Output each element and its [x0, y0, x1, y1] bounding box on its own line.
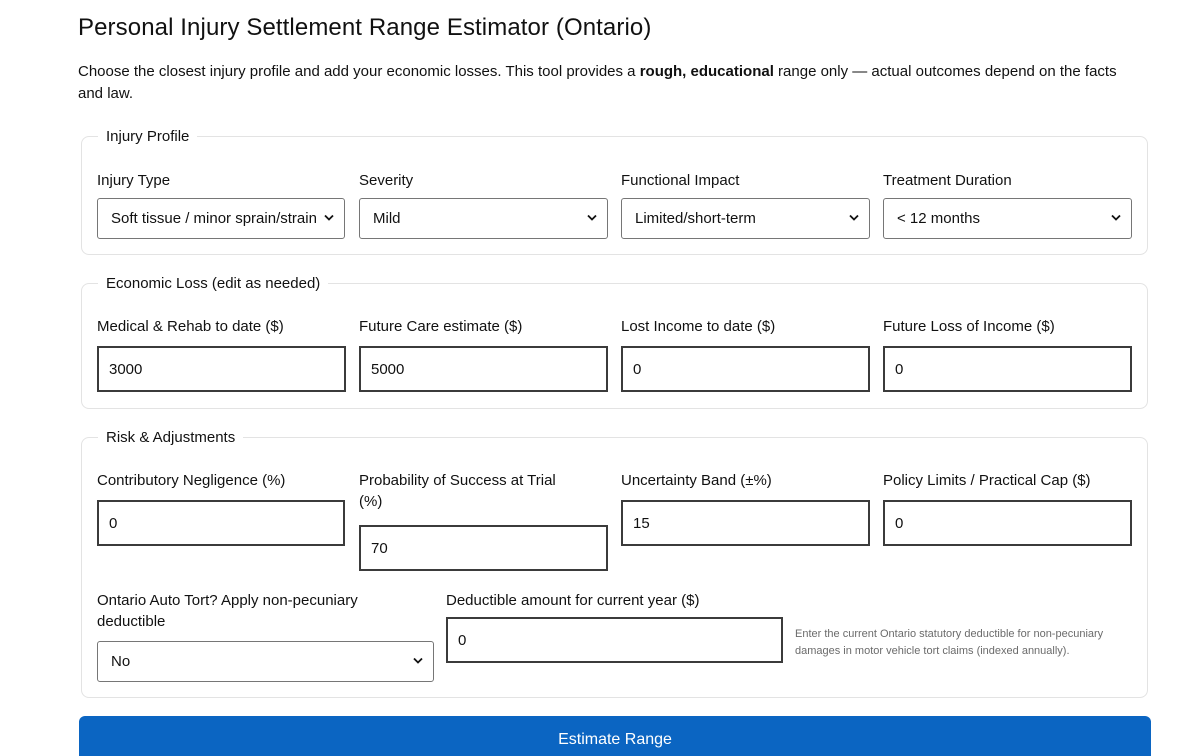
policy-limits-input[interactable]	[883, 500, 1132, 546]
severity-label: Severity	[359, 172, 414, 189]
intro-before: Choose the closest injury profile and add your economic losses. This tool provides a	[78, 63, 640, 80]
intro-bold: rough, educational	[639, 63, 774, 80]
treatment-duration-select[interactable]	[883, 198, 1132, 239]
contributory-negligence-input[interactable]	[97, 500, 345, 546]
chevron-down-icon	[849, 214, 859, 222]
future-care-value: 5000	[371, 361, 405, 378]
policy-limits-label: Policy Limits / Practical Cap ($)	[883, 472, 1091, 489]
medical-rehab-value: 3000	[109, 361, 143, 378]
intro-after: range only — actual outcomes depend on the facts and law.	[78, 63, 1117, 102]
uncertainty-band-value: 15	[633, 515, 650, 532]
treatment-duration-label: Treatment Duration	[883, 172, 1012, 189]
risk-adjustments-legend: Risk & Adjustments	[106, 429, 236, 446]
severity-value: Mild	[373, 210, 401, 227]
chevron-down-icon	[324, 214, 334, 222]
future-care-input[interactable]	[359, 346, 608, 392]
future-income-label: Future Loss of Income ($)	[883, 318, 1055, 335]
economic-loss-legend: Economic Loss (edit as needed)	[106, 275, 321, 292]
treatment-duration-value: < 12 months	[897, 210, 980, 227]
deductible-input[interactable]	[446, 617, 783, 663]
probability-success-label-line1: Probability of Success at Trial	[359, 472, 556, 489]
chevron-down-icon	[587, 214, 597, 222]
probability-success-label	[359, 470, 556, 512]
auto-tort-label	[97, 590, 358, 632]
lost-income-value: 0	[633, 361, 642, 378]
functional-impact-select[interactable]	[621, 198, 870, 239]
chevron-down-icon	[1111, 214, 1121, 222]
contributory-negligence-label: Contributory Negligence (%)	[97, 472, 286, 489]
intro-text	[78, 61, 1138, 105]
medical-rehab-input[interactable]	[97, 346, 346, 392]
functional-impact-label: Functional Impact	[621, 172, 740, 189]
chevron-down-icon	[413, 657, 423, 665]
injury-type-select[interactable]	[97, 198, 345, 239]
policy-limits-value: 0	[895, 515, 904, 532]
lost-income-input[interactable]	[621, 346, 870, 392]
injury-type-value: Soft tissue / minor sprain/strain	[111, 210, 317, 227]
medical-rehab-label: Medical & Rehab to date ($)	[97, 318, 284, 335]
future-income-value: 0	[895, 361, 904, 378]
deductible-label: Deductible amount for current year ($)	[446, 592, 700, 609]
deductible-help-text: Enter the current Ontario statutory deductible for non-pecuniary damages in motor vehicle tort claims (indexed annually).	[795, 628, 1104, 657]
injury-type-label: Injury Type	[97, 172, 171, 189]
injury-profile-legend: Injury Profile	[106, 128, 190, 145]
probability-success-input[interactable]	[359, 525, 608, 571]
estimate-range-button[interactable]: Estimate Range	[79, 716, 1151, 756]
uncertainty-band-label: Uncertainty Band (±%)	[621, 472, 772, 489]
severity-select[interactable]	[359, 198, 608, 239]
uncertainty-band-input[interactable]	[621, 500, 870, 546]
page-title: Personal Injury Settlement Range Estimator (Ontario)	[78, 14, 652, 41]
auto-tort-label-line1: Ontario Auto Tort? Apply non-pecuniary	[97, 592, 358, 609]
probability-success-label-line2: (%)	[359, 493, 383, 510]
auto-tort-value: No	[111, 653, 131, 670]
functional-impact-value: Limited/short-term	[635, 210, 756, 227]
lost-income-label: Lost Income to date ($)	[621, 318, 776, 335]
auto-tort-select[interactable]	[97, 641, 434, 682]
contributory-negligence-value: 0	[109, 515, 118, 532]
future-care-label: Future Care estimate ($)	[359, 318, 523, 335]
auto-tort-label-line2: deductible	[97, 613, 166, 630]
deductible-value: 0	[458, 632, 467, 649]
future-income-input[interactable]	[883, 346, 1132, 392]
probability-success-value: 70	[371, 540, 388, 557]
